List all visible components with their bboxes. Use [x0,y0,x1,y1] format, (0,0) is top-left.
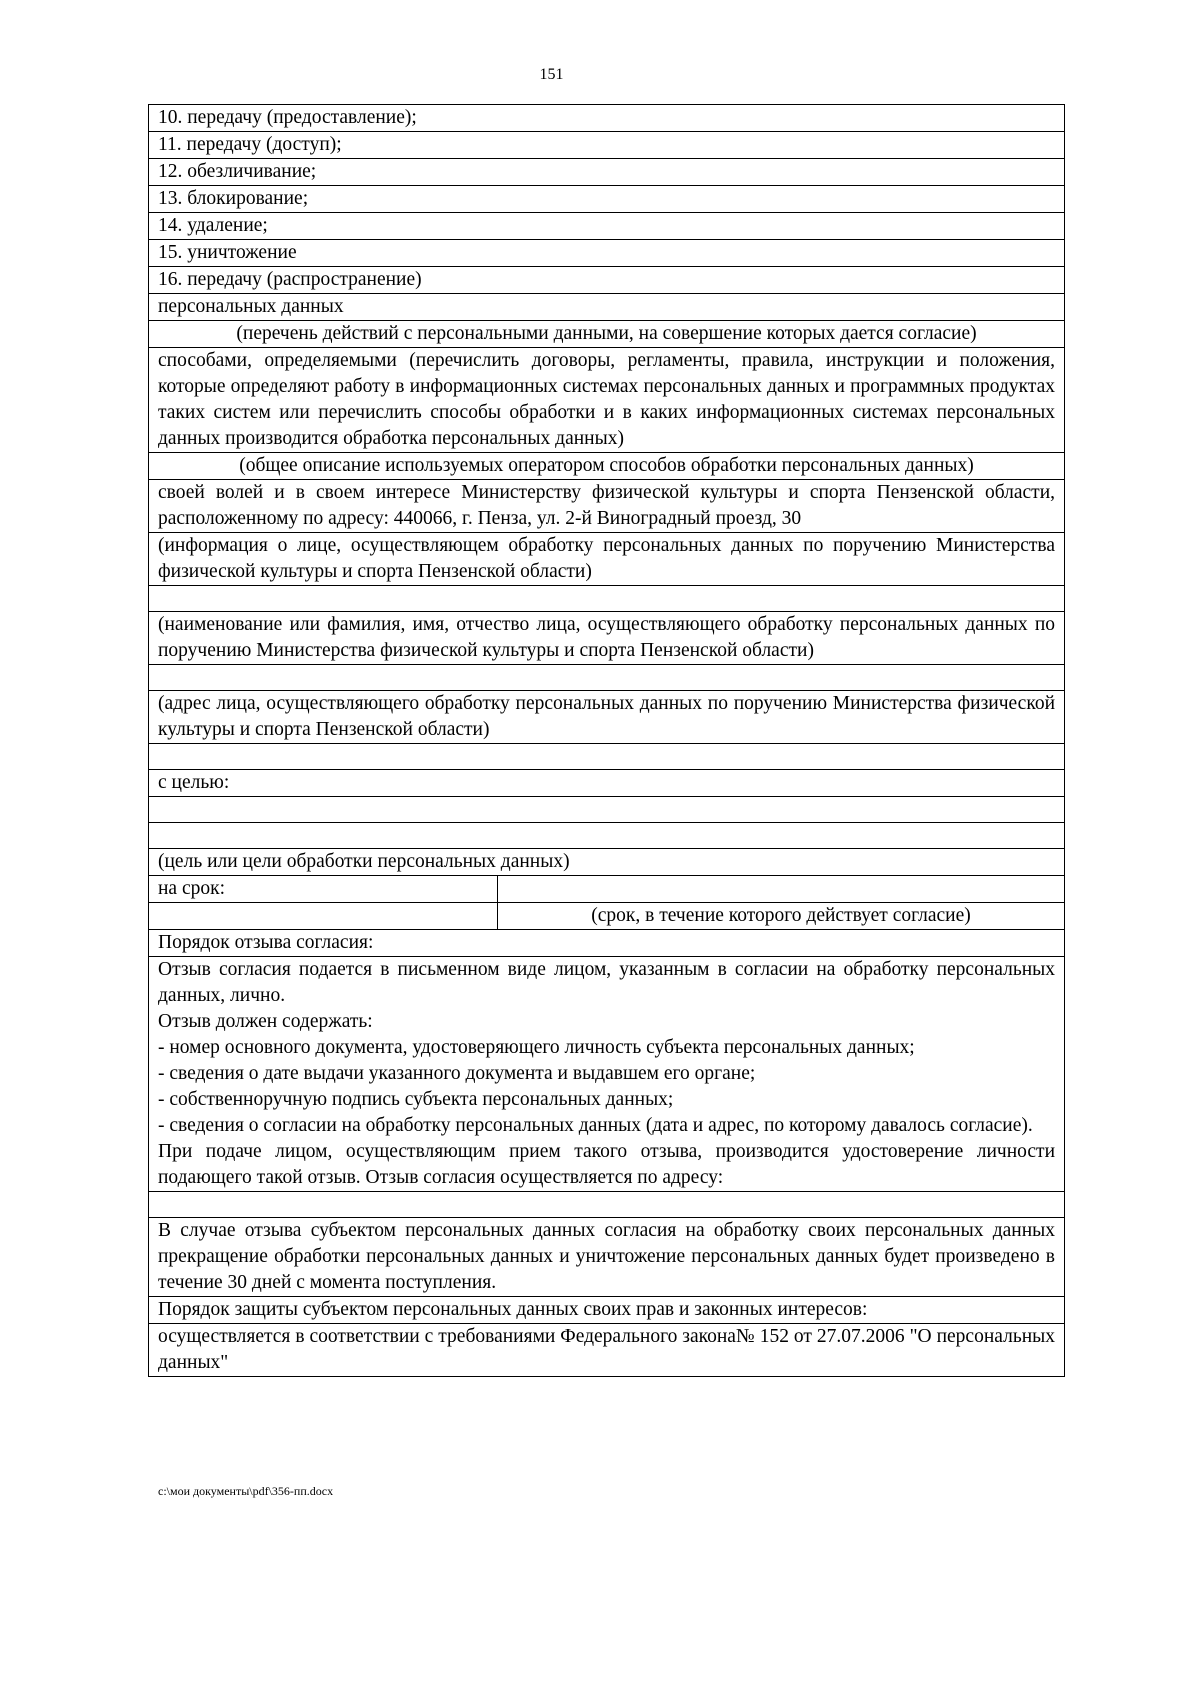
methods-caption: (общее описание используемых оператором способов обработки персональных данных) [149,453,1065,480]
processor-name-field[interactable] [149,586,1065,612]
protection-text: осуществляется в соответствии с требованиями Федерального закона№ 152 от 27.07.2006 "О персональных данных" [149,1324,1065,1377]
purpose-field-2[interactable] [149,823,1065,849]
term-caption: (срок, в течение которого действует согласие) [498,903,1065,930]
processor-info-caption: (информация о лице, осуществляющем обработку персональных данных по поручению Министерства физической культуры и спорта Пензенской области) [149,533,1065,586]
revocation-paragraph-2: Отзыв должен содержать: [158,1011,373,1032]
action-item-16: 16. передачу (распространение) [149,267,1065,294]
actions-caption: (перечень действий с персональными данными, на совершение которых дается согласие) [149,321,1065,348]
personal-data-label: персональных данных [149,294,1065,321]
blank-row[interactable] [149,744,1065,770]
revocation-item-1: - номер основного документа, удостоверяющего личность субъекта персональных данных; [158,1037,915,1058]
processor-address-caption: (адрес лица, осуществляющего обработку персональных данных по поручению Министерства физической культуры и спорта Пензенской области) [149,691,1065,744]
revocation-text [149,957,1065,1192]
revocation-address-field[interactable] [149,1192,1065,1218]
consent-form-table [148,104,1065,1377]
action-item-12: 12. обезличивание; [149,159,1065,186]
action-item-10: 10. передачу (предоставление); [149,105,1065,132]
revocation-paragraph-3: При подаче лицом, осуществляющим прием такого отзыва, производится удостоверение личности подающего такой отзыв. Отзыв согласия осуществляется по адресу: [158,1141,1056,1188]
revocation-item-3: - собственноручную подпись субъекта персональных данных; [158,1089,674,1110]
termination-text: В случае отзыва субъектом персональных данных согласия на обработку своих персональных данных прекращение обработки персональных данных и уничтожение персональных данных будет произведено в течение 30 дней с момента поступления. [149,1218,1065,1297]
protection-label: Порядок защиты субъектом персональных данных своих прав и законных интересов: [149,1297,1065,1324]
revocation-label: Порядок отзыва согласия: [149,930,1065,957]
action-item-11: 11. передачу (доступ); [149,132,1065,159]
term-field[interactable] [498,876,1065,903]
purpose-caption: (цель или цели обработки персональных данных) [149,849,1065,876]
term-empty-cell [149,903,498,930]
action-item-15: 15. уничтожение [149,240,1065,267]
processor-address-field[interactable] [149,665,1065,691]
processor-name-caption: (наименование или фамилия, имя, отчество лица, осуществляющего обработку персональных данных по поручению Министерства физической культуры и спорта Пензенской области) [149,612,1065,665]
revocation-item-2: - сведения о дате выдачи указанного документа и выдавшем его органе; [158,1063,756,1084]
page-number: 151 [539,66,564,83]
purpose-label: с целью: [149,770,1065,797]
ministry-text: своей волей и в своем интересе Министерству физической культуры и спорта Пензенской области, расположенному по адресу: 440066, г. Пенза, ул. 2-й Виноградный проезд, 30 [149,480,1065,533]
action-item-13: 13. блокирование; [149,186,1065,213]
term-label: на срок: [149,876,498,903]
revocation-item-4: - сведения о согласии на обработку персональных данных (дата и адрес, по которому давалось согласие). [158,1115,1033,1136]
purpose-field-1[interactable] [149,797,1065,823]
footer-file-path: c:\мои документы\pdf\356-пп.docx [158,1484,334,1498]
methods-text: способами, определяемыми (перечислить договоры, регламенты, правила, инструкции и положения, которые определяют работу в информационных системах персональных данных и программных продуктах таких систем или перечислить способы обработки и в каких информационных системах персональных данных производится обработка персональных данных) [149,348,1065,453]
action-item-14: 14. удаление; [149,213,1065,240]
revocation-paragraph-1: Отзыв согласия подается в письменном виде лицом, указанным в согласии на обработку персональных данных, лично. [158,959,1056,1006]
